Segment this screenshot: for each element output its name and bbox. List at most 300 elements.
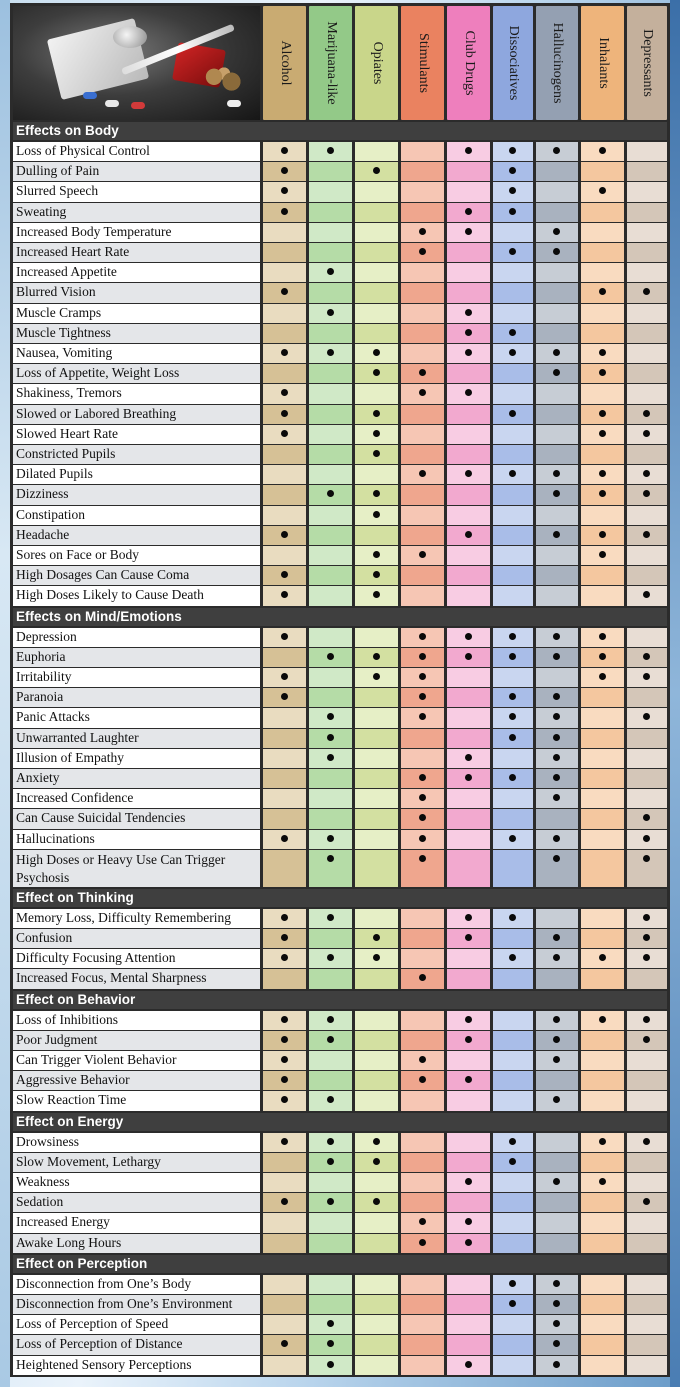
row-label: Depression — [13, 628, 260, 647]
cell-marijuana-like — [309, 668, 352, 687]
cell-inhalants — [581, 566, 624, 585]
cell-club-drugs — [447, 142, 490, 161]
cell-depressants — [627, 142, 667, 161]
bullet-dot — [327, 1158, 334, 1165]
cell-inhalants — [581, 405, 624, 424]
cell-dissociatives — [493, 162, 533, 181]
cell-stimulants — [401, 445, 444, 464]
cell-club-drugs — [447, 1031, 490, 1050]
cell-inhalants — [581, 1234, 624, 1253]
cell-alcohol — [263, 969, 306, 988]
cell-club-drugs — [447, 949, 490, 968]
bullet-dot — [465, 1016, 472, 1023]
bullet-dot — [553, 369, 560, 376]
cell-hallucinogens — [536, 1356, 578, 1375]
bullet-dot — [643, 934, 650, 941]
bullet-dot — [327, 1320, 334, 1327]
bullet-dot — [509, 1300, 516, 1307]
row-label: Sedation — [13, 1193, 260, 1212]
cell-depressants — [627, 162, 667, 181]
cell-hallucinogens — [536, 586, 578, 605]
cell-depressants — [627, 243, 667, 262]
bullet-dot — [419, 470, 426, 477]
cell-dissociatives — [493, 344, 533, 363]
cell-depressants — [627, 1173, 667, 1192]
cell-depressants — [627, 1234, 667, 1253]
bullet-dot — [465, 309, 472, 316]
cell-hallucinogens — [536, 283, 578, 302]
cell-dissociatives — [493, 789, 533, 808]
cell-depressants — [627, 949, 667, 968]
cell-opiates — [355, 324, 398, 343]
cell-alcohol — [263, 1295, 306, 1314]
row-label: Loss of Physical Control — [13, 142, 260, 161]
cell-club-drugs — [447, 1173, 490, 1192]
row-label: Blurred Vision — [13, 283, 260, 302]
bullet-dot — [643, 288, 650, 295]
cell-club-drugs — [447, 162, 490, 181]
cell-opiates — [355, 1315, 398, 1334]
cell-club-drugs — [447, 929, 490, 948]
bullet-dot — [327, 653, 334, 660]
cell-stimulants — [401, 1213, 444, 1232]
cell-dissociatives — [493, 182, 533, 201]
cell-alcohol — [263, 283, 306, 302]
cell-dissociatives — [493, 506, 533, 525]
cell-opiates — [355, 465, 398, 484]
section-header — [13, 991, 667, 1009]
bullet-dot — [509, 914, 516, 921]
section-title: Effects on Body — [16, 123, 119, 138]
bullet-dot — [599, 531, 606, 538]
cell-stimulants — [401, 969, 444, 988]
cell-inhalants — [581, 1091, 624, 1110]
cell-alcohol — [263, 1173, 306, 1192]
bullet-dot — [465, 349, 472, 356]
cell-opiates — [355, 969, 398, 988]
cell-club-drugs — [447, 1234, 490, 1253]
cell-opiates — [355, 809, 398, 828]
bullet-dot — [281, 1016, 288, 1023]
cell-depressants — [627, 850, 667, 887]
bullet-dot — [281, 835, 288, 842]
bullet-dot — [599, 551, 606, 558]
cell-hallucinogens — [536, 749, 578, 768]
bullet-dot — [419, 228, 426, 235]
pill-graphic — [105, 100, 119, 107]
bullet-dot — [643, 814, 650, 821]
cell-marijuana-like — [309, 1051, 352, 1070]
cell-hallucinogens — [536, 1091, 578, 1110]
cell-stimulants — [401, 729, 444, 748]
cell-depressants — [627, 830, 667, 849]
bullet-dot — [643, 954, 650, 961]
cell-hallucinogens — [536, 1295, 578, 1314]
column-header-dissociatives — [493, 6, 533, 120]
cell-alcohol — [263, 1011, 306, 1030]
cell-alcohol — [263, 223, 306, 242]
bullet-dot — [643, 1138, 650, 1145]
cell-stimulants — [401, 1295, 444, 1314]
column-header-stimulants — [401, 6, 444, 120]
bullet-dot — [327, 734, 334, 741]
cell-stimulants — [401, 850, 444, 887]
cell-depressants — [627, 1071, 667, 1090]
bullet-dot — [281, 1138, 288, 1145]
cell-dissociatives — [493, 586, 533, 605]
bullet-dot — [599, 673, 606, 680]
cell-depressants — [627, 405, 667, 424]
cell-inhalants — [581, 1315, 624, 1334]
row-label: Increased Heart Rate — [13, 243, 260, 262]
cell-stimulants — [401, 162, 444, 181]
row-label: Confusion — [13, 929, 260, 948]
row-label: Awake Long Hours — [13, 1234, 260, 1253]
cell-depressants — [627, 586, 667, 605]
cell-marijuana-like — [309, 1356, 352, 1375]
bullet-dot — [419, 248, 426, 255]
cell-stimulants — [401, 465, 444, 484]
cell-alcohol — [263, 1051, 306, 1070]
column-header-label: Hallucinogens — [550, 22, 565, 104]
cell-opiates — [355, 929, 398, 948]
cell-marijuana-like — [309, 729, 352, 748]
cell-hallucinogens — [536, 506, 578, 525]
section-title: Effect on Energy — [16, 1113, 124, 1129]
cell-depressants — [627, 1193, 667, 1212]
cell-opiates — [355, 749, 398, 768]
row-label: Heightened Sensory Perceptions — [13, 1356, 260, 1375]
cell-hallucinogens — [536, 324, 578, 343]
cell-alcohol — [263, 324, 306, 343]
bullet-dot — [599, 187, 606, 194]
cell-inhalants — [581, 1173, 624, 1192]
cell-marijuana-like — [309, 1091, 352, 1110]
bullet-dot — [373, 1158, 380, 1165]
row-label: Euphoria — [13, 648, 260, 667]
cell-inhalants — [581, 909, 624, 928]
cell-hallucinogens — [536, 243, 578, 262]
bullet-dot — [553, 248, 560, 255]
cell-dissociatives — [493, 909, 533, 928]
cell-dissociatives — [493, 526, 533, 545]
cell-opiates — [355, 1356, 398, 1375]
cell-club-drugs — [447, 648, 490, 667]
cell-stimulants — [401, 405, 444, 424]
bullet-dot — [373, 1198, 380, 1205]
column-header-club-drugs — [447, 6, 490, 120]
bullet-dot — [373, 551, 380, 558]
cell-dissociatives — [493, 1173, 533, 1192]
bullet-dot — [281, 1056, 288, 1063]
cell-club-drugs — [447, 223, 490, 242]
cell-marijuana-like — [309, 1133, 352, 1152]
cell-alcohol — [263, 749, 306, 768]
cell-stimulants — [401, 789, 444, 808]
cell-club-drugs — [447, 668, 490, 687]
cell-stimulants — [401, 223, 444, 242]
cell-alcohol — [263, 1091, 306, 1110]
cell-alcohol — [263, 465, 306, 484]
cell-stimulants — [401, 526, 444, 545]
cell-hallucinogens — [536, 688, 578, 707]
cell-depressants — [627, 789, 667, 808]
cell-stimulants — [401, 769, 444, 788]
cell-hallucinogens — [536, 1213, 578, 1232]
cell-dissociatives — [493, 546, 533, 565]
cell-dissociatives — [493, 364, 533, 383]
row-label: Sores on Face or Body — [13, 546, 260, 565]
cell-depressants — [627, 364, 667, 383]
bullet-dot — [599, 470, 606, 477]
cell-opiates — [355, 1071, 398, 1090]
cell-hallucinogens — [536, 708, 578, 727]
bullet-dot — [553, 490, 560, 497]
cell-inhalants — [581, 344, 624, 363]
cell-club-drugs — [447, 465, 490, 484]
cell-stimulants — [401, 344, 444, 363]
cell-club-drugs — [447, 1295, 490, 1314]
left-background-edge — [0, 0, 10, 1387]
cell-marijuana-like — [309, 688, 352, 707]
cell-dissociatives — [493, 1275, 533, 1294]
cell-stimulants — [401, 929, 444, 948]
cell-marijuana-like — [309, 830, 352, 849]
cell-alcohol — [263, 1275, 306, 1294]
cell-depressants — [627, 1275, 667, 1294]
column-header-hallucinogens — [536, 6, 578, 120]
cell-alcohol — [263, 243, 306, 262]
cell-inhalants — [581, 1335, 624, 1354]
cell-opiates — [355, 586, 398, 605]
bullet-dot — [419, 653, 426, 660]
cell-inhalants — [581, 203, 624, 222]
bullet-dot — [599, 1178, 606, 1185]
cell-stimulants — [401, 546, 444, 565]
cell-opiates — [355, 708, 398, 727]
cell-hallucinogens — [536, 628, 578, 647]
cell-dissociatives — [493, 729, 533, 748]
cell-dissociatives — [493, 809, 533, 828]
bullet-dot — [553, 228, 560, 235]
cell-dissociatives — [493, 1011, 533, 1030]
cell-marijuana-like — [309, 142, 352, 161]
bullet-dot — [419, 1239, 426, 1246]
bullet-dot — [599, 490, 606, 497]
column-header-opiates — [355, 6, 398, 120]
cell-club-drugs — [447, 688, 490, 707]
cell-dissociatives — [493, 668, 533, 687]
cell-marijuana-like — [309, 203, 352, 222]
cell-opiates — [355, 425, 398, 444]
cell-hallucinogens — [536, 909, 578, 928]
cell-hallucinogens — [536, 1173, 578, 1192]
bullet-dot — [281, 1340, 288, 1347]
cell-marijuana-like — [309, 929, 352, 948]
bullet-dot — [281, 934, 288, 941]
bullet-dot — [373, 653, 380, 660]
bullet-dot — [419, 774, 426, 781]
bullet-dot — [599, 653, 606, 660]
row-label: Slow Movement, Lethargy — [13, 1153, 260, 1172]
bullet-dot — [599, 954, 606, 961]
bullet-dot — [327, 349, 334, 356]
cell-alcohol — [263, 405, 306, 424]
cell-inhalants — [581, 162, 624, 181]
row-label: Loss of Appetite, Weight Loss — [13, 364, 260, 383]
cell-depressants — [627, 1133, 667, 1152]
cell-depressants — [627, 1356, 667, 1375]
bullet-dot — [465, 774, 472, 781]
bullet-dot — [509, 208, 516, 215]
column-header-inhalants — [581, 6, 624, 120]
cell-hallucinogens — [536, 304, 578, 323]
row-label: Increased Appetite — [13, 263, 260, 282]
cell-dissociatives — [493, 1315, 533, 1334]
cell-marijuana-like — [309, 769, 352, 788]
cell-inhalants — [581, 506, 624, 525]
cell-stimulants — [401, 586, 444, 605]
bullet-dot — [643, 430, 650, 437]
cell-hallucinogens — [536, 809, 578, 828]
column-header-marijuana-like — [309, 6, 352, 120]
bullet-dot — [599, 369, 606, 376]
cell-stimulants — [401, 283, 444, 302]
bullet-dot — [553, 1036, 560, 1043]
cell-stimulants — [401, 485, 444, 504]
bullet-dot — [643, 713, 650, 720]
cell-depressants — [627, 485, 667, 504]
cell-alcohol — [263, 384, 306, 403]
cell-depressants — [627, 324, 667, 343]
cell-opiates — [355, 668, 398, 687]
cell-inhalants — [581, 688, 624, 707]
bullet-dot — [553, 633, 560, 640]
cell-stimulants — [401, 668, 444, 687]
cell-stimulants — [401, 243, 444, 262]
cell-stimulants — [401, 506, 444, 525]
row-label: Hallucinations — [13, 830, 260, 849]
cell-marijuana-like — [309, 344, 352, 363]
row-label: Slow Reaction Time — [13, 1091, 260, 1110]
cell-club-drugs — [447, 1315, 490, 1334]
cell-alcohol — [263, 1335, 306, 1354]
bullet-dot — [373, 1138, 380, 1145]
bullet-dot — [553, 1361, 560, 1368]
cell-hallucinogens — [536, 405, 578, 424]
bullet-dot — [553, 1178, 560, 1185]
cell-hallucinogens — [536, 1234, 578, 1253]
cell-hallucinogens — [536, 546, 578, 565]
cell-hallucinogens — [536, 223, 578, 242]
cell-hallucinogens — [536, 1031, 578, 1050]
cell-alcohol — [263, 929, 306, 948]
cell-club-drugs — [447, 546, 490, 565]
cell-depressants — [627, 344, 667, 363]
cell-marijuana-like — [309, 162, 352, 181]
row-label: Aggressive Behavior — [13, 1071, 260, 1090]
cell-stimulants — [401, 142, 444, 161]
cell-inhalants — [581, 1275, 624, 1294]
cell-depressants — [627, 425, 667, 444]
cell-marijuana-like — [309, 445, 352, 464]
column-header-alcohol — [263, 6, 306, 120]
cell-inhalants — [581, 830, 624, 849]
cell-depressants — [627, 223, 667, 242]
bullet-dot — [509, 653, 516, 660]
bullet-dot — [419, 1056, 426, 1063]
bullet-dot — [281, 633, 288, 640]
cell-club-drugs — [447, 182, 490, 201]
cell-alcohol — [263, 789, 306, 808]
cell-hallucinogens — [536, 648, 578, 667]
cell-club-drugs — [447, 283, 490, 302]
cell-club-drugs — [447, 909, 490, 928]
cell-opiates — [355, 304, 398, 323]
cell-stimulants — [401, 1193, 444, 1212]
cell-inhalants — [581, 465, 624, 484]
bullet-dot — [419, 794, 426, 801]
cell-club-drugs — [447, 324, 490, 343]
bullet-dot — [465, 653, 472, 660]
cell-marijuana-like — [309, 1031, 352, 1050]
cell-alcohol — [263, 364, 306, 383]
bullet-dot — [643, 591, 650, 598]
cell-dissociatives — [493, 283, 533, 302]
cell-alcohol — [263, 304, 306, 323]
row-label: Loss of Perception of Speed — [13, 1315, 260, 1334]
cell-marijuana-like — [309, 1335, 352, 1354]
bullet-dot — [281, 591, 288, 598]
cell-stimulants — [401, 1051, 444, 1070]
bullet-dot — [465, 389, 472, 396]
cell-club-drugs — [447, 1051, 490, 1070]
bullet-dot — [419, 389, 426, 396]
cell-dissociatives — [493, 324, 533, 343]
cell-opiates — [355, 162, 398, 181]
cell-opiates — [355, 283, 398, 302]
cell-club-drugs — [447, 708, 490, 727]
cell-opiates — [355, 182, 398, 201]
cell-depressants — [627, 929, 667, 948]
cell-depressants — [627, 668, 667, 687]
cell-club-drugs — [447, 1153, 490, 1172]
cell-dissociatives — [493, 1051, 533, 1070]
cell-club-drugs — [447, 485, 490, 504]
bullet-dot — [281, 531, 288, 538]
cell-hallucinogens — [536, 263, 578, 282]
cell-club-drugs — [447, 243, 490, 262]
cell-club-drugs — [447, 628, 490, 647]
bullet-dot — [599, 147, 606, 154]
row-label: Dizziness — [13, 485, 260, 504]
cell-club-drugs — [447, 850, 490, 887]
cell-inhalants — [581, 485, 624, 504]
cell-stimulants — [401, 1275, 444, 1294]
bullet-dot — [553, 653, 560, 660]
cell-marijuana-like — [309, 485, 352, 504]
row-label: Loss of Inhibitions — [13, 1011, 260, 1030]
cell-inhalants — [581, 1295, 624, 1314]
bullet-dot — [327, 147, 334, 154]
bullet-dot — [509, 167, 516, 174]
bullet-dot — [327, 855, 334, 862]
cell-alcohol — [263, 546, 306, 565]
bullet-dot — [419, 693, 426, 700]
cell-dissociatives — [493, 485, 533, 504]
bullet-dot — [327, 1361, 334, 1368]
bullet-dot — [509, 835, 516, 842]
